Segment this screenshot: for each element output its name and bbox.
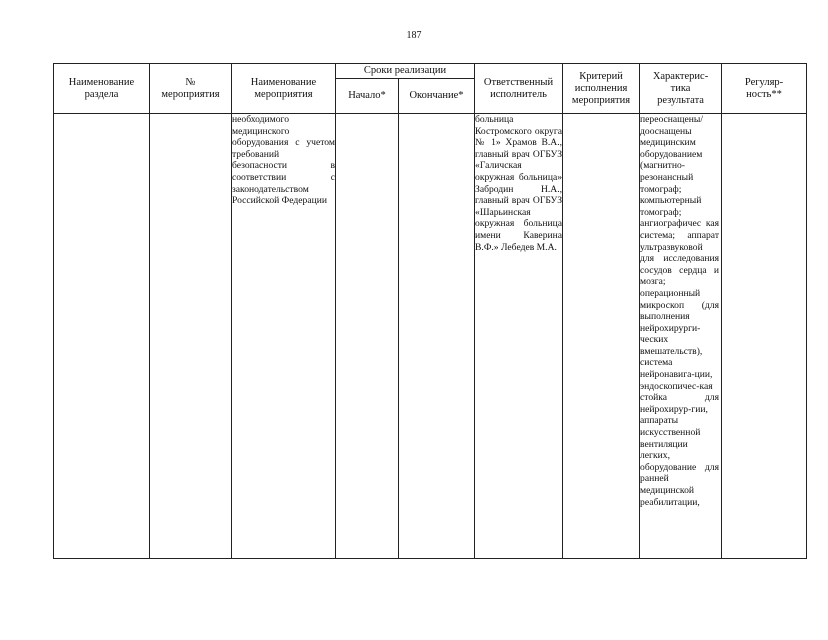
page-number: 187 — [406, 30, 422, 41]
cell-section-name — [54, 114, 150, 559]
table-row — [54, 114, 807, 559]
cell-result: переоснащены/ дооснащены медицинским оборудованием (магнитно-резонансный томограф; компьютерный томограф; ангиографичес кая система; аппарат ультразвуковой для исследования сосудов сердца и мозга; операционный микроскоп (для выполнения нейрохирурги-ческих вмешательств), система нейронавига-ции, эндоскопичес-кая стойка для нейрохирур-гии, аппараты искусственной вентиляции легких, оборудование для ранней медицинской реабилитации, — [640, 114, 722, 559]
cell-regularity — [722, 114, 807, 559]
header-section-name: Наименование раздела — [54, 64, 150, 114]
header-criterion: Критерий исполнения мероприятия — [563, 64, 640, 114]
header-responsible: Ответственный исполнитель — [475, 64, 563, 114]
header-measure-name: Наименование мероприятия — [232, 64, 336, 114]
header-regularity — [722, 64, 807, 114]
header-result — [640, 64, 722, 114]
header-measure-no — [150, 64, 232, 114]
cell-start — [336, 114, 399, 559]
header-result-text: Характерис-тика результата — [652, 70, 709, 106]
header-measure-no-text: № мероприятия — [161, 76, 220, 100]
header-deadlines: Сроки реализации — [336, 64, 475, 79]
cell-end — [399, 114, 475, 559]
cell-measure-name: необходимого медицинского оборудования с учетом требований безопасности в соответствии с законодательством Российской Федерации — [232, 114, 336, 559]
header-row-1 — [54, 64, 807, 79]
cell-measure-no — [150, 114, 232, 559]
header-start: Начало* — [336, 79, 399, 114]
header-end: Окончание* — [399, 79, 475, 114]
cell-criterion — [563, 114, 640, 559]
plan-table — [53, 63, 807, 559]
cell-responsible: больница Костромского округа № 1» Храмов В.А., главный врач ОГБУЗ «Галичская окружная больница» Забродин Н.А., главный врач ОГБУЗ «Шарьинская окружная больница имени Каверина В.Ф.» Лебедев М.А. — [475, 114, 563, 559]
header-regularity-text: Регуляр-ность** — [744, 76, 784, 100]
